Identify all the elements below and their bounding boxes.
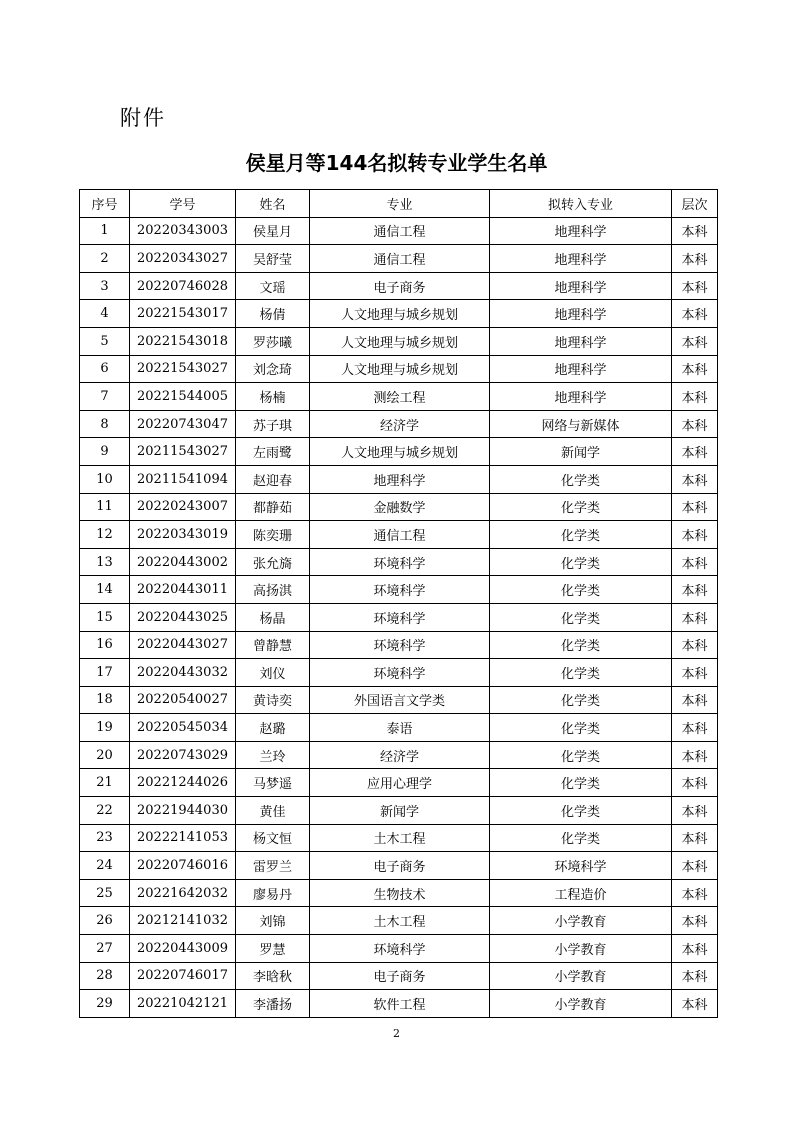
cell-seq: 25 bbox=[80, 879, 130, 907]
cell-level: 本科 bbox=[672, 852, 718, 880]
cell-seq: 22 bbox=[80, 797, 130, 825]
cell-student-id: 20211543027 bbox=[130, 438, 236, 466]
cell-student-id: 20220443011 bbox=[130, 576, 236, 604]
cell-target-major: 化学类 bbox=[490, 548, 672, 576]
table-row bbox=[80, 935, 718, 963]
cell-seq: 17 bbox=[80, 659, 130, 687]
cell-target-major: 化学类 bbox=[490, 769, 672, 797]
cell-level: 本科 bbox=[672, 907, 718, 935]
student-transfer-table bbox=[79, 189, 718, 1018]
cell-major: 经济学 bbox=[310, 741, 490, 769]
document-title: 侯星月等144名拟转专业学生名单 bbox=[245, 151, 548, 175]
cell-level: 本科 bbox=[672, 741, 718, 769]
cell-level: 本科 bbox=[672, 410, 718, 438]
cell-seq: 18 bbox=[80, 686, 130, 714]
cell-major: 人文地理与城乡规划 bbox=[310, 438, 490, 466]
cell-seq: 19 bbox=[80, 714, 130, 742]
cell-major: 泰语 bbox=[310, 714, 490, 742]
cell-student-id: 20220243007 bbox=[130, 493, 236, 521]
table-row bbox=[80, 824, 718, 852]
cell-target-major: 化学类 bbox=[490, 521, 672, 549]
cell-target-major: 地理科学 bbox=[490, 327, 672, 355]
cell-seq: 27 bbox=[80, 935, 130, 963]
cell-target-major: 网络与新媒体 bbox=[490, 410, 672, 438]
cell-seq: 9 bbox=[80, 438, 130, 466]
table-row bbox=[80, 769, 718, 797]
cell-name: 吴舒莹 bbox=[236, 245, 310, 273]
cell-target-major: 地理科学 bbox=[490, 217, 672, 245]
cell-target-major: 化学类 bbox=[490, 465, 672, 493]
cell-student-id: 20220746016 bbox=[130, 852, 236, 880]
cell-target-major: 工程造价 bbox=[490, 879, 672, 907]
cell-major: 人文地理与城乡规划 bbox=[310, 327, 490, 355]
cell-level: 本科 bbox=[672, 383, 718, 411]
cell-target-major: 化学类 bbox=[490, 603, 672, 631]
table-header-row bbox=[80, 190, 718, 218]
cell-student-id: 20220746017 bbox=[130, 962, 236, 990]
cell-major: 环境科学 bbox=[310, 659, 490, 687]
cell-major: 通信工程 bbox=[310, 217, 490, 245]
table-row bbox=[80, 245, 718, 273]
cell-target-major: 地理科学 bbox=[490, 245, 672, 273]
cell-target-major: 小学教育 bbox=[490, 990, 672, 1018]
cell-major: 土木工程 bbox=[310, 824, 490, 852]
cell-student-id: 20220746028 bbox=[130, 272, 236, 300]
cell-target-major: 化学类 bbox=[490, 576, 672, 604]
cell-major: 环境科学 bbox=[310, 631, 490, 659]
cell-major: 金融数学 bbox=[310, 493, 490, 521]
cell-name: 杨晶 bbox=[236, 603, 310, 631]
cell-name: 文瑶 bbox=[236, 272, 310, 300]
table-body bbox=[80, 217, 718, 1017]
cell-student-id: 20221642032 bbox=[130, 879, 236, 907]
cell-major: 人文地理与城乡规划 bbox=[310, 300, 490, 328]
table-row bbox=[80, 383, 718, 411]
cell-major: 生物技术 bbox=[310, 879, 490, 907]
cell-seq: 14 bbox=[80, 576, 130, 604]
cell-seq: 1 bbox=[80, 217, 130, 245]
cell-major: 地理科学 bbox=[310, 465, 490, 493]
cell-seq: 23 bbox=[80, 824, 130, 852]
table-row bbox=[80, 797, 718, 825]
table-row bbox=[80, 521, 718, 549]
table-row bbox=[80, 576, 718, 604]
cell-level: 本科 bbox=[672, 603, 718, 631]
cell-student-id: 20221543018 bbox=[130, 327, 236, 355]
cell-level: 本科 bbox=[672, 272, 718, 300]
cell-seq: 20 bbox=[80, 741, 130, 769]
cell-name: 苏子琪 bbox=[236, 410, 310, 438]
cell-name: 廖易丹 bbox=[236, 879, 310, 907]
cell-seq: 29 bbox=[80, 990, 130, 1018]
table-row bbox=[80, 659, 718, 687]
cell-level: 本科 bbox=[672, 245, 718, 273]
cell-major: 经济学 bbox=[310, 410, 490, 438]
cell-target-major: 地理科学 bbox=[490, 355, 672, 383]
cell-name: 李晗秋 bbox=[236, 962, 310, 990]
table-row bbox=[80, 741, 718, 769]
table-row bbox=[80, 493, 718, 521]
cell-major: 人文地理与城乡规划 bbox=[310, 355, 490, 383]
cell-student-id: 20220343019 bbox=[130, 521, 236, 549]
table-row bbox=[80, 603, 718, 631]
cell-level: 本科 bbox=[672, 300, 718, 328]
cell-level: 本科 bbox=[672, 493, 718, 521]
cell-level: 本科 bbox=[672, 797, 718, 825]
cell-name: 杨倩 bbox=[236, 300, 310, 328]
table-row bbox=[80, 990, 718, 1018]
header-major: 专业 bbox=[310, 190, 490, 218]
cell-name: 马梦遥 bbox=[236, 769, 310, 797]
cell-seq: 2 bbox=[80, 245, 130, 273]
cell-level: 本科 bbox=[672, 631, 718, 659]
attachment-label: 附件 bbox=[120, 106, 166, 130]
header-student-id: 学号 bbox=[130, 190, 236, 218]
cell-level: 本科 bbox=[672, 659, 718, 687]
cell-major: 环境科学 bbox=[310, 548, 490, 576]
cell-student-id: 20220343003 bbox=[130, 217, 236, 245]
cell-student-id: 20211541094 bbox=[130, 465, 236, 493]
cell-major: 电子商务 bbox=[310, 852, 490, 880]
cell-student-id: 20220545034 bbox=[130, 714, 236, 742]
cell-level: 本科 bbox=[672, 962, 718, 990]
cell-major: 外国语言文学类 bbox=[310, 686, 490, 714]
cell-name: 罗莎曦 bbox=[236, 327, 310, 355]
cell-seq: 3 bbox=[80, 272, 130, 300]
cell-level: 本科 bbox=[672, 879, 718, 907]
table-row bbox=[80, 548, 718, 576]
cell-seq: 5 bbox=[80, 327, 130, 355]
cell-seq: 24 bbox=[80, 852, 130, 880]
cell-target-major: 化学类 bbox=[490, 659, 672, 687]
cell-target-major: 化学类 bbox=[490, 631, 672, 659]
cell-level: 本科 bbox=[672, 521, 718, 549]
cell-student-id: 20220743047 bbox=[130, 410, 236, 438]
cell-major: 电子商务 bbox=[310, 272, 490, 300]
cell-level: 本科 bbox=[672, 935, 718, 963]
cell-student-id: 20220343027 bbox=[130, 245, 236, 273]
cell-name: 刘念琦 bbox=[236, 355, 310, 383]
cell-student-id: 20222141053 bbox=[130, 824, 236, 852]
cell-target-major: 地理科学 bbox=[490, 383, 672, 411]
cell-name: 左雨鹭 bbox=[236, 438, 310, 466]
cell-major: 土木工程 bbox=[310, 907, 490, 935]
table-row bbox=[80, 327, 718, 355]
cell-name: 杨文恒 bbox=[236, 824, 310, 852]
cell-name: 杨楠 bbox=[236, 383, 310, 411]
cell-student-id: 20221543027 bbox=[130, 355, 236, 383]
cell-student-id: 20220743029 bbox=[130, 741, 236, 769]
cell-target-major: 地理科学 bbox=[490, 300, 672, 328]
cell-student-id: 20221944030 bbox=[130, 797, 236, 825]
cell-major: 环境科学 bbox=[310, 603, 490, 631]
table-row bbox=[80, 355, 718, 383]
cell-name: 刘锦 bbox=[236, 907, 310, 935]
cell-level: 本科 bbox=[672, 217, 718, 245]
cell-student-id: 20220443025 bbox=[130, 603, 236, 631]
cell-student-id: 20220443027 bbox=[130, 631, 236, 659]
table-row bbox=[80, 686, 718, 714]
cell-name: 都静茹 bbox=[236, 493, 310, 521]
header-seq: 序号 bbox=[80, 190, 130, 218]
cell-level: 本科 bbox=[672, 438, 718, 466]
cell-name: 雷罗兰 bbox=[236, 852, 310, 880]
cell-seq: 26 bbox=[80, 907, 130, 935]
cell-seq: 15 bbox=[80, 603, 130, 631]
cell-student-id: 20220443032 bbox=[130, 659, 236, 687]
cell-student-id: 20220443002 bbox=[130, 548, 236, 576]
header-name: 姓名 bbox=[236, 190, 310, 218]
cell-seq: 21 bbox=[80, 769, 130, 797]
cell-seq: 10 bbox=[80, 465, 130, 493]
table-row bbox=[80, 410, 718, 438]
cell-major: 环境科学 bbox=[310, 576, 490, 604]
table-row bbox=[80, 272, 718, 300]
cell-seq: 28 bbox=[80, 962, 130, 990]
cell-name: 张允旖 bbox=[236, 548, 310, 576]
table-row bbox=[80, 879, 718, 907]
cell-seq: 4 bbox=[80, 300, 130, 328]
table-row bbox=[80, 631, 718, 659]
cell-target-major: 化学类 bbox=[490, 493, 672, 521]
cell-major: 环境科学 bbox=[310, 935, 490, 963]
cell-name: 黄佳 bbox=[236, 797, 310, 825]
cell-student-id: 20220443009 bbox=[130, 935, 236, 963]
cell-student-id: 20212141032 bbox=[130, 907, 236, 935]
cell-seq: 16 bbox=[80, 631, 130, 659]
cell-name: 曾静慧 bbox=[236, 631, 310, 659]
cell-target-major: 小学教育 bbox=[490, 962, 672, 990]
cell-student-id: 20221042121 bbox=[130, 990, 236, 1018]
cell-target-major: 化学类 bbox=[490, 741, 672, 769]
table-row bbox=[80, 438, 718, 466]
cell-level: 本科 bbox=[672, 327, 718, 355]
cell-seq: 12 bbox=[80, 521, 130, 549]
table-row bbox=[80, 714, 718, 742]
header-level: 层次 bbox=[672, 190, 718, 218]
cell-target-major: 小学教育 bbox=[490, 907, 672, 935]
cell-target-major: 地理科学 bbox=[490, 272, 672, 300]
cell-level: 本科 bbox=[672, 548, 718, 576]
cell-student-id: 20221543017 bbox=[130, 300, 236, 328]
cell-name: 李潘扬 bbox=[236, 990, 310, 1018]
page-number: 2 bbox=[393, 1027, 400, 1040]
cell-name: 陈奕珊 bbox=[236, 521, 310, 549]
cell-target-major: 小学教育 bbox=[490, 935, 672, 963]
cell-student-id: 20221244026 bbox=[130, 769, 236, 797]
cell-target-major: 环境科学 bbox=[490, 852, 672, 880]
cell-student-id: 20220540027 bbox=[130, 686, 236, 714]
cell-name: 黄诗奕 bbox=[236, 686, 310, 714]
cell-name: 赵迎春 bbox=[236, 465, 310, 493]
table-row bbox=[80, 300, 718, 328]
cell-target-major: 化学类 bbox=[490, 824, 672, 852]
cell-major: 测绘工程 bbox=[310, 383, 490, 411]
cell-major: 通信工程 bbox=[310, 521, 490, 549]
cell-major: 新闻学 bbox=[310, 797, 490, 825]
cell-seq: 8 bbox=[80, 410, 130, 438]
cell-name: 刘仪 bbox=[236, 659, 310, 687]
header-target-major: 拟转入专业 bbox=[490, 190, 672, 218]
cell-seq: 11 bbox=[80, 493, 130, 521]
cell-target-major: 化学类 bbox=[490, 686, 672, 714]
cell-seq: 7 bbox=[80, 383, 130, 411]
cell-name: 高扬淇 bbox=[236, 576, 310, 604]
cell-level: 本科 bbox=[672, 824, 718, 852]
cell-seq: 13 bbox=[80, 548, 130, 576]
cell-level: 本科 bbox=[672, 355, 718, 383]
cell-major: 软件工程 bbox=[310, 990, 490, 1018]
table-row bbox=[80, 962, 718, 990]
cell-seq: 6 bbox=[80, 355, 130, 383]
cell-level: 本科 bbox=[672, 686, 718, 714]
cell-level: 本科 bbox=[672, 465, 718, 493]
table-row bbox=[80, 465, 718, 493]
cell-level: 本科 bbox=[672, 714, 718, 742]
cell-level: 本科 bbox=[672, 990, 718, 1018]
cell-level: 本科 bbox=[672, 576, 718, 604]
cell-level: 本科 bbox=[672, 769, 718, 797]
cell-target-major: 化学类 bbox=[490, 797, 672, 825]
cell-major: 通信工程 bbox=[310, 245, 490, 273]
cell-target-major: 化学类 bbox=[490, 714, 672, 742]
cell-name: 兰玲 bbox=[236, 741, 310, 769]
cell-name: 赵璐 bbox=[236, 714, 310, 742]
cell-name: 侯星月 bbox=[236, 217, 310, 245]
cell-student-id: 20221544005 bbox=[130, 383, 236, 411]
cell-major: 应用心理学 bbox=[310, 769, 490, 797]
cell-major: 电子商务 bbox=[310, 962, 490, 990]
cell-name: 罗慧 bbox=[236, 935, 310, 963]
table-row bbox=[80, 907, 718, 935]
cell-target-major: 新闻学 bbox=[490, 438, 672, 466]
table-row bbox=[80, 217, 718, 245]
table-row bbox=[80, 852, 718, 880]
